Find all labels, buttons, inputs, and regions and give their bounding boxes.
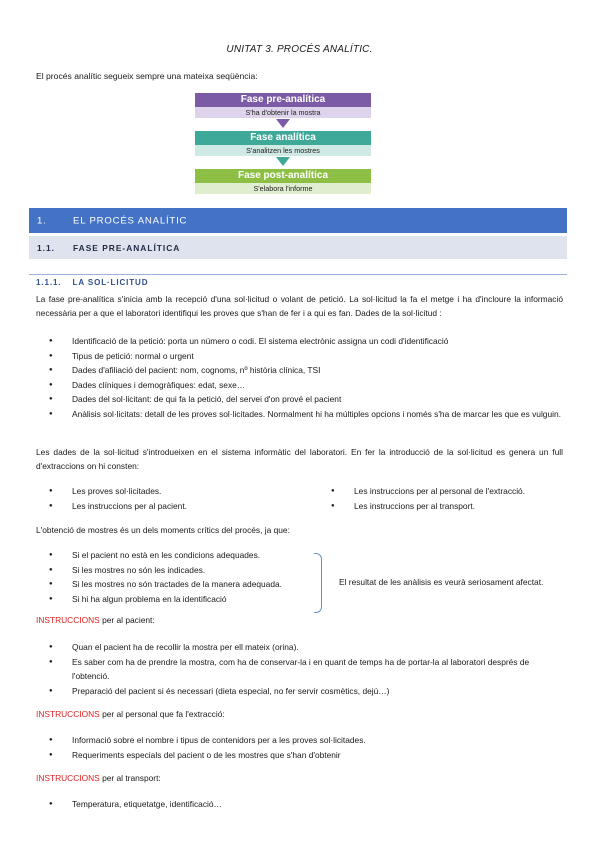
phase-post-analytic — [195, 169, 371, 194]
process-flow-diagram — [195, 93, 371, 194]
transport-instructions-list — [36, 797, 563, 812]
divider — [29, 274, 567, 275]
extraction-sheet-list-left — [36, 484, 316, 513]
list-item: ● Temperatura, etiquetatge, identificació… — [36, 797, 563, 812]
list-item: ● Si les mostres no són les indicades. — [36, 563, 316, 578]
section-number: 1.1. — [37, 242, 55, 253]
section-heading-1 — [29, 208, 567, 233]
result-statement: El resultat de les anàlisis es veurà seriosament afectat. — [339, 577, 544, 587]
instructions-label: per al personal que fa l'extracció: — [99, 709, 225, 719]
section-heading-1-1-1 — [36, 278, 148, 287]
phase-pre-analytic-sub: S'ha d'obtenir la mostra — [195, 107, 371, 118]
arrow-down-icon — [276, 157, 290, 166]
critical-conditions-list — [36, 548, 316, 606]
list-item: ● Si el pacient no està en les condicions adequades. — [36, 548, 316, 563]
section-heading-1-1 — [29, 236, 567, 259]
instructions-keyword: INSTRUCCIONS — [36, 709, 100, 719]
arrow-down-icon — [276, 119, 290, 128]
list-item: ● Identificació de la petició: porta un número o codi. El sistema electrònic assigna un codi d'identificació — [36, 334, 563, 349]
list-item: ● Dades del sol·licitant: de qui fa la petició, del servei d'on prové el pacient — [36, 392, 563, 407]
instructions-patient-heading — [36, 615, 155, 625]
instructions-label: per al pacient: — [99, 615, 155, 625]
paragraph-request: La fase pre-analítica s'inicia amb la recepció d'una sol·licitud o volant de petició. La sol·licitud la fa el metge i ha d'incloure la informació necessària per a que el laboratori identifiqui les proves que s'han de fer i a qui es fan. Dades de la sol·licitud : — [36, 294, 563, 318]
list-item: ● Es saber com ha de prendre la mostra, com ha de conservar-la i en quant de temps ha de portar-la al laboratori després de l'obtenció. — [36, 655, 563, 684]
list-item: ● Dades clíniques i demogràfiques: edat, sexe… — [36, 378, 563, 393]
list-item: ● Requeriments especials del pacient o de les mostres que s'han d'obtenir — [36, 748, 563, 763]
list-item: ● Quan el pacient ha de recollir la mostra per ell mateix (orina). — [36, 640, 563, 655]
list-item: ● Si les mostres no són tractades de la manera adequada. — [36, 577, 316, 592]
instructions-keyword: INSTRUCCIONS — [36, 615, 100, 625]
list-item: ● Tipus de petició: normal o urgent — [36, 349, 563, 364]
paragraph-critical-moment: L'obtenció de mostres és un dels moments crítics del procés, ja que: — [36, 525, 290, 535]
section-title: EL PROCÉS ANALÍTIC — [73, 215, 188, 226]
instructions-staff-heading — [36, 709, 225, 719]
list-item: ● Si hi ha algun problema en la identificació — [36, 592, 316, 607]
section-title: LA SOL·LICITUD — [72, 278, 149, 287]
section-number: 1.1.1. — [36, 278, 62, 287]
extraction-sheet-list-right — [318, 484, 568, 513]
phase-pre-analytic — [195, 93, 371, 118]
section-number: 1. — [37, 215, 47, 226]
list-item: ● Dades d'afiliació del pacient: nom, cognoms, nº història clínica, TSI — [36, 363, 563, 378]
list-item: ● Les proves sol·licitades. — [36, 484, 316, 499]
phase-post-analytic-head: Fase post-analítica — [195, 169, 371, 183]
list-item: ● Les instruccions per al transport. — [318, 499, 568, 514]
instructions-transport-heading — [36, 773, 161, 783]
paragraph-extraction-sheet: Les dades de la sol·licitud s'introdueixen en el sistema informàtic del laboratori. En fer la introducció de la sol·licitud es genera un full d'extraccions on hi consten: — [36, 447, 563, 471]
phase-post-analytic-sub: S'elabora l'informe — [195, 183, 371, 194]
phase-analytic — [195, 131, 371, 156]
list-item: ● Informació sobre el nombre i tipus de contenidors per a les proves sol·licitades. — [36, 733, 563, 748]
document-title: UNITAT 3. PROCÉS ANALÍTIC. — [226, 44, 373, 55]
phase-analytic-head: Fase analítica — [195, 131, 371, 145]
list-item: ● Anàlisis sol·licitats: detall de les proves sol·licitades. Normalment hi ha múltiples opcions i només s'ha de marcar les que es vulguin. — [36, 407, 563, 422]
section-title: FASE PRE-ANALÍTICA — [73, 242, 181, 253]
list-item: ● Les instruccions per al pacient. — [36, 499, 316, 514]
instructions-label: per al transport: — [99, 773, 161, 783]
request-data-list — [36, 334, 563, 421]
brace-icon — [314, 553, 322, 613]
intro-text: El procés analític segueix sempre una mateixa seqüència: — [36, 71, 258, 81]
phase-analytic-sub: S'analitzen les mostres — [195, 145, 371, 156]
instructions-keyword: INSTRUCCIONS — [36, 773, 100, 783]
staff-instructions-list — [36, 733, 563, 762]
list-item: ● Preparació del pacient si és necessari (dieta especial, no fer servir cosmètics, dejú…) — [36, 684, 563, 699]
patient-instructions-list — [36, 640, 563, 698]
list-item: ● Les instruccions per al personal de l'extracció. — [318, 484, 568, 499]
phase-pre-analytic-head: Fase pre-analítica — [195, 93, 371, 107]
